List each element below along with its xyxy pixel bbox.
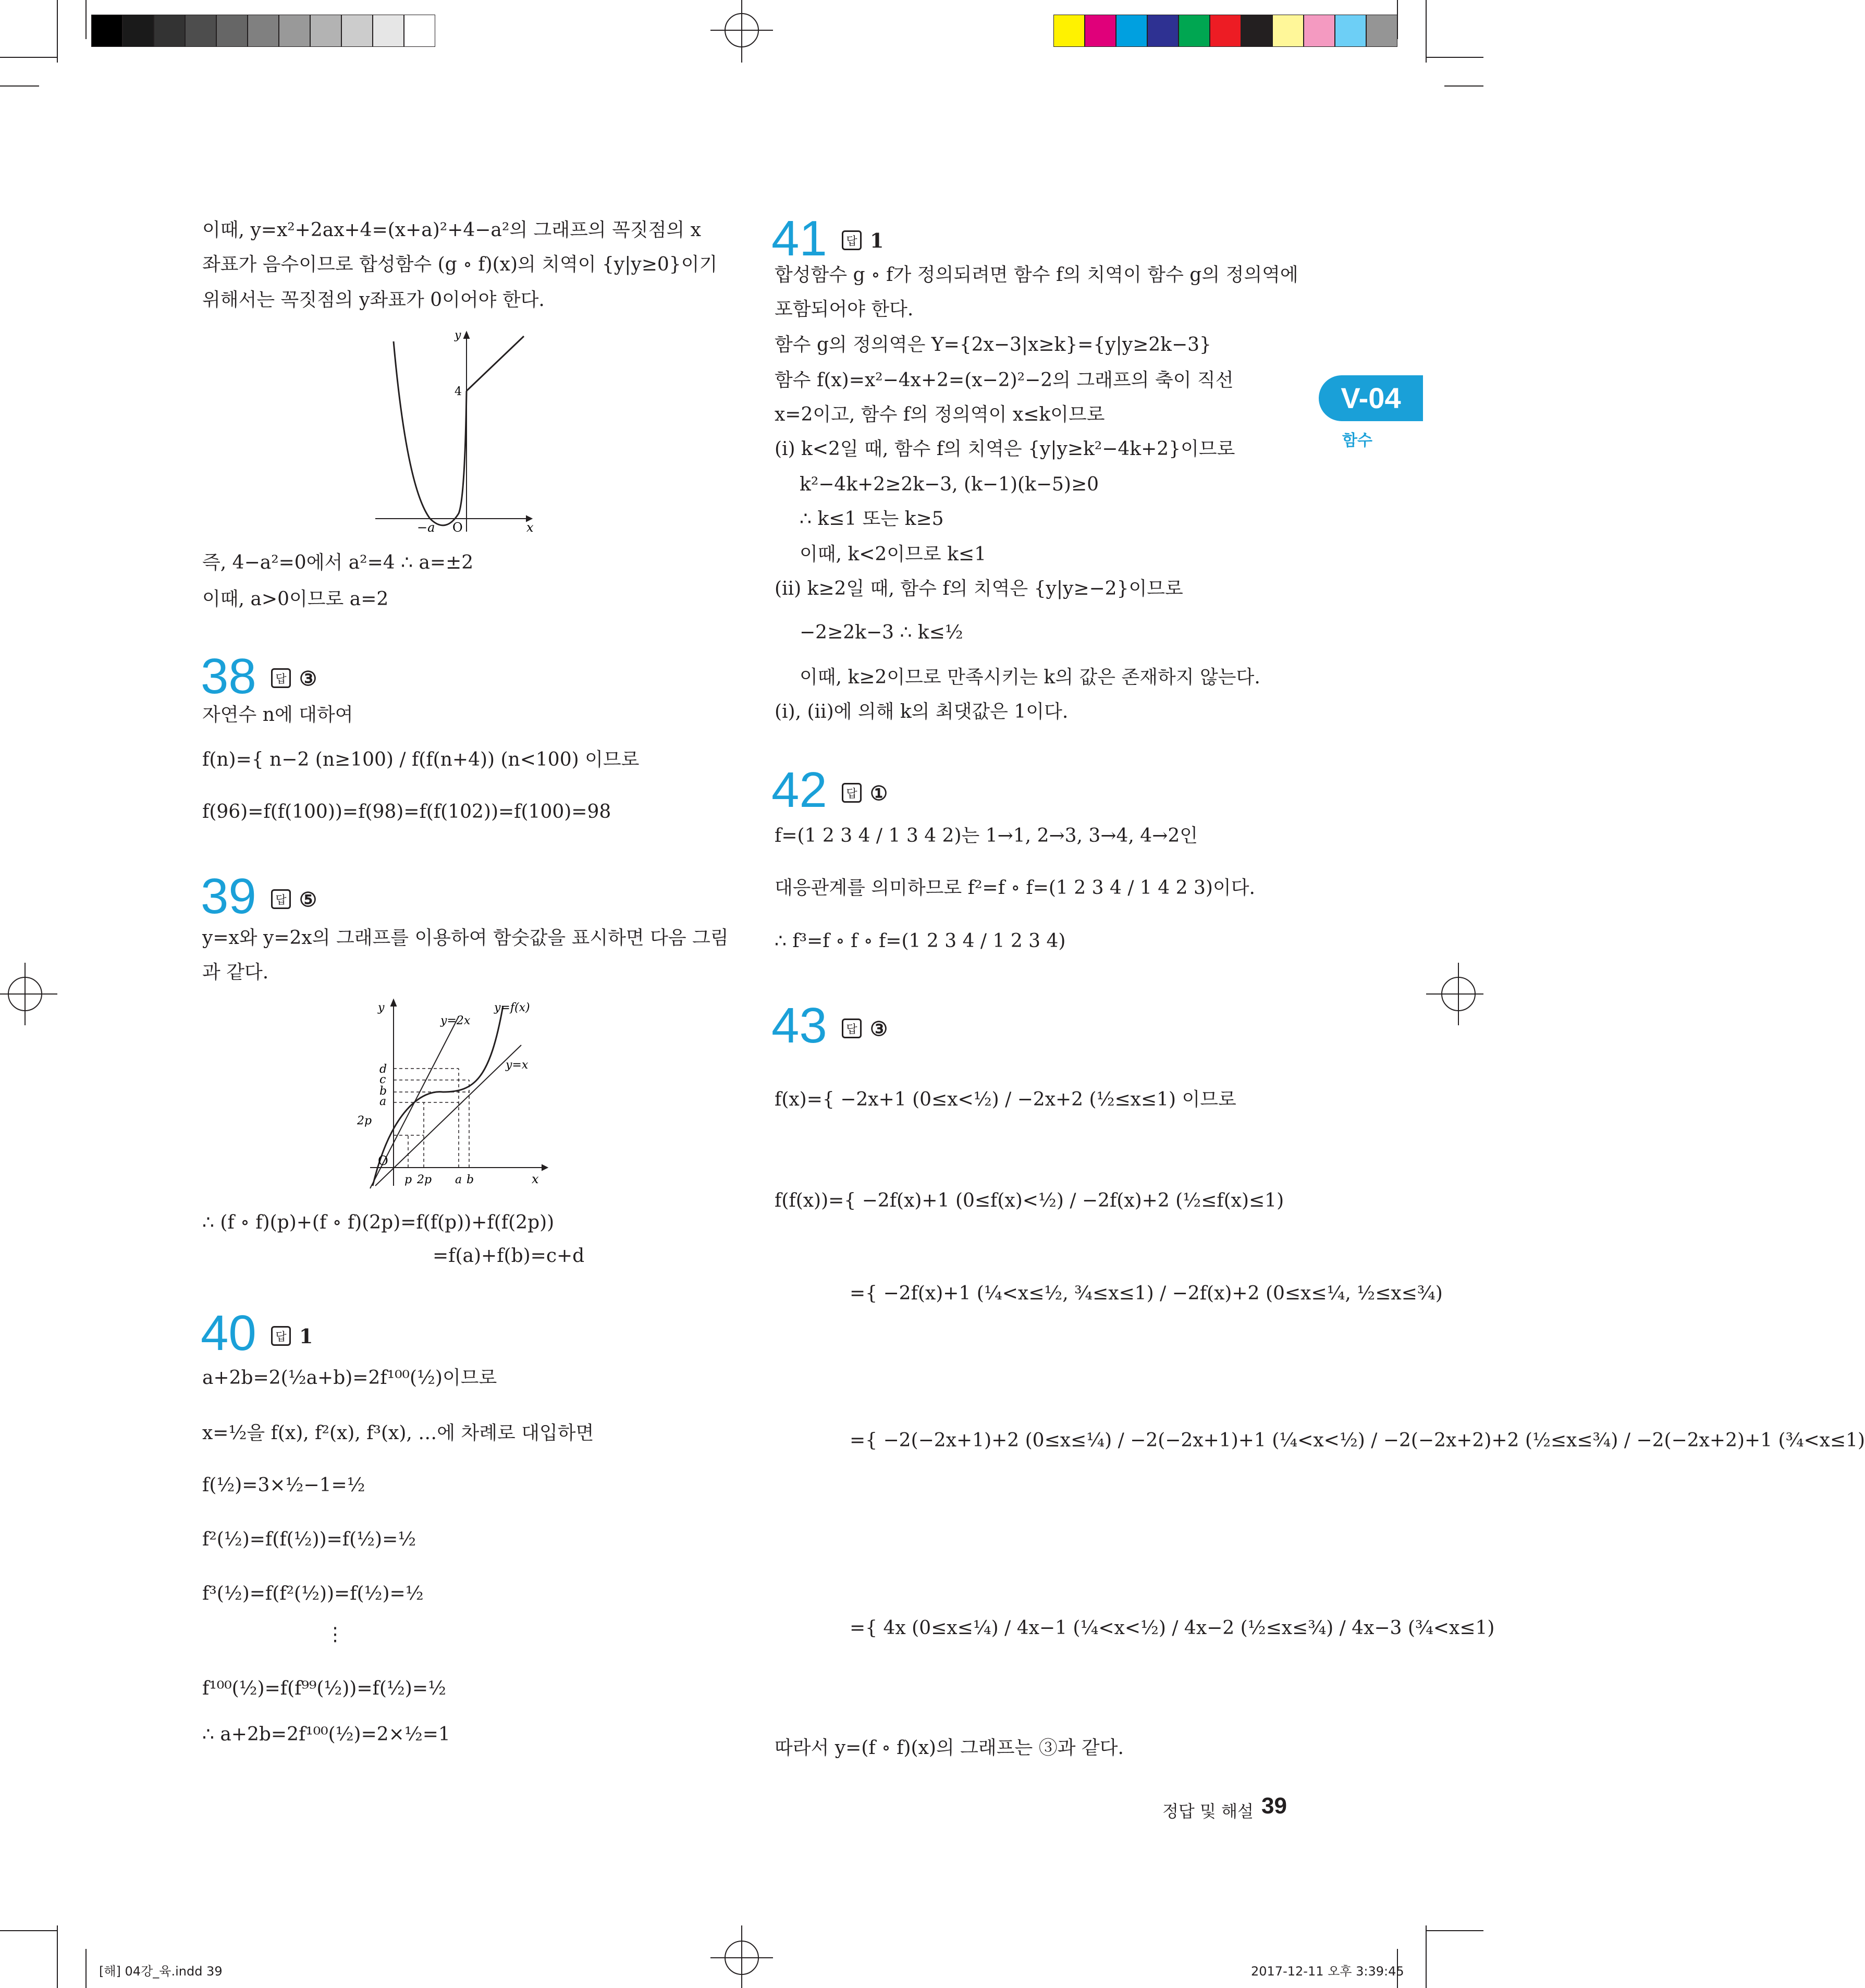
p40-line-5: f³(½)=f(f²(½))=f(½)=½ xyxy=(202,1583,424,1604)
graph-origin: O xyxy=(452,520,463,535)
p41-line-8: ∴ k≤1 또는 k≥5 xyxy=(800,508,944,530)
problem-40-answer: 1 xyxy=(299,1324,313,1348)
graph39-x-label: x xyxy=(532,1172,539,1186)
intro-line-1: 이때, y=x²+2ax+4=(x+a)²+4−a²의 그래프의 꼭짓점의 x xyxy=(202,219,701,241)
answer-badge-icon: 답 xyxy=(271,1326,291,1346)
answer-badge-icon: 답 xyxy=(271,668,291,688)
parabola-curve xyxy=(394,341,467,525)
p43-line-6: 따라서 y=(f ∘ f)(x)의 그래프는 ③과 같다. xyxy=(775,1737,1124,1759)
page-number: 39 xyxy=(1261,1793,1287,1819)
p39-result-1: ∴ (f ∘ f)(p)+(f ∘ f)(2p)=f(f(p))+f(f(2p)) xyxy=(202,1212,555,1233)
graph39-y-label: y xyxy=(378,1001,385,1014)
graph-x-label: x xyxy=(526,520,534,535)
curve-y-fx xyxy=(373,1006,503,1186)
p41-line-9: 이때, k<2이므로 k≤1 xyxy=(800,544,986,565)
slug-timestamp: 2017-12-11 오후 3:39:45 xyxy=(1251,1964,1404,1979)
p38-line-2: f(n)={ n−2 (n≥100) / f(f(n+4)) (n<100) 이므로 xyxy=(202,749,640,770)
p43-line-4: ={ −2(−2x+1)+2 (0≤x≤¼) / −2(−2x+1)+1 (¼<x<½) / −2(−2x+2)+2 (½≤x≤¾) / −2(−2x+2)+1 (¾<x≤1) xyxy=(850,1430,1865,1451)
problem-40-number: 40 xyxy=(201,1305,256,1361)
problem-38-number: 38 xyxy=(201,648,256,704)
answer-badge-icon: 답 xyxy=(842,230,862,250)
p40-line-1: a+2b=2(½a+b)=2f¹⁰⁰(½)이므로 xyxy=(202,1367,497,1389)
label-y-x: y=x xyxy=(506,1059,529,1072)
intro-line-3: 위해서는 꼭짓점의 y좌표가 0이어야 한다. xyxy=(202,289,545,311)
line-y-x xyxy=(375,1045,521,1186)
chapter-tab: V-04 xyxy=(1319,375,1423,421)
label-y-fx: y=f(x) xyxy=(494,1001,530,1014)
p41-line-13: (i), (ii)에 의해 k의 최댓값은 1이다. xyxy=(775,701,1069,722)
tick-c: c xyxy=(379,1073,386,1086)
tick-b: b xyxy=(379,1085,387,1098)
problem-41-answer: 1 xyxy=(870,229,884,252)
slug-filename: [해] 04강_육.indd 39 xyxy=(99,1964,223,1979)
graph39-origin: O xyxy=(378,1153,388,1168)
tick-x-p: p xyxy=(404,1173,412,1186)
footer-label: 정답 및 해설 xyxy=(1162,1801,1254,1821)
p40-line-2: x=½을 f(x), f²(x), f³(x), …에 차례로 대입하면 xyxy=(202,1422,594,1444)
p42-line-2: 대응관계를 의미하므로 f²=f ∘ f=(1 2 3 4 / 1 4 2 3)이다. xyxy=(775,877,1255,899)
function-graph-39 xyxy=(354,996,553,1194)
p39-result-2: =f(a)+f(b)=c+d xyxy=(433,1245,585,1267)
p41-line-10: (ii) k≥2일 때, 함수 f의 치역은 {y|y≥−2}이므로 xyxy=(775,578,1183,599)
problem-38-answer: ③ xyxy=(299,667,317,690)
p39-line-2: 과 같다. xyxy=(202,962,269,983)
p40-line-7: f¹⁰⁰(½)=f(f⁹⁹(½))=f(½)=½ xyxy=(202,1678,446,1699)
graph-tick-4: 4 xyxy=(455,385,462,398)
p41-line-11: −2≥2k−3 ∴ k≤½ xyxy=(800,622,963,643)
tick-d: d xyxy=(379,1063,387,1076)
label-y-2x: y=2x xyxy=(440,1014,471,1027)
problem-39-answer: ⑤ xyxy=(299,888,317,911)
parabola-graph xyxy=(365,326,542,534)
p40-line-4: f²(½)=f(f(½))=f(½)=½ xyxy=(202,1529,416,1550)
graph-y-label: y xyxy=(455,329,461,342)
p41-line-3: 함수 g의 정의역은 Y={2x−3|x≥k}={y|y≥2k−3} xyxy=(775,334,1211,355)
p43-line-3: ={ −2f(x)+1 (¼<x≤½, ¾≤x≤1) / −2f(x)+2 (0≤x≤¼, ½≤x≤¾) xyxy=(850,1283,1443,1304)
p41-line-12: 이때, k≥2이므로 만족시키는 k의 값은 존재하지 않는다. xyxy=(800,667,1260,688)
tick-2p: 2p xyxy=(357,1114,372,1127)
conclusion-line-1: 즉, 4−a²=0에서 a²=4 ∴ a=±2 xyxy=(202,552,474,573)
p41-line-1: 합성함수 g ∘ f가 정의되려면 함수 f의 치역이 함수 g의 정의역에 xyxy=(775,264,1298,286)
p38-line-1: 자연수 n에 대하여 xyxy=(202,704,353,726)
p38-line-3: f(96)=f(f(100))=f(98)=f(f(102))=f(100)=98 xyxy=(202,801,611,823)
problem-41-number: 41 xyxy=(771,211,827,266)
answer-badge-icon: 답 xyxy=(842,1018,862,1038)
graph-tick-neg-a: −a xyxy=(417,520,435,535)
p40-line-8: ∴ a+2b=2f¹⁰⁰(½)=2×½=1 xyxy=(202,1724,450,1745)
p43-line-2: f(f(x))={ −2f(x)+1 (0≤f(x)<½) / −2f(x)+2 (½≤f(x)≤1) xyxy=(775,1190,1284,1211)
p39-line-1: y=x와 y=2x의 그래프를 이용하여 함숫값을 표시하면 다음 그림 xyxy=(202,927,729,949)
answer-badge-icon: 답 xyxy=(271,889,291,909)
tick-x-a: a xyxy=(455,1173,462,1186)
p41-line-6: (i) k<2일 때, 함수 f의 치역은 {y|y≥k²−4k+2}이므로 xyxy=(775,438,1235,460)
line-branch xyxy=(467,336,524,391)
p40-line-6: ⋮ xyxy=(326,1624,345,1645)
intro-line-2: 좌표가 음수이므로 합성함수 (g ∘ f)(x)의 치역이 {y|y≥0}이기 xyxy=(202,254,718,275)
p43-line-1: f(x)={ −2x+1 (0≤x<½) / −2x+2 (½≤x≤1) 이므로 xyxy=(775,1089,1236,1110)
p42-line-3: ∴ f³=f ∘ f ∘ f=(1 2 3 4 / 1 2 3 4) xyxy=(775,930,1066,952)
tick-x-b: b xyxy=(467,1173,474,1186)
chapter-subtitle: 함수 xyxy=(1342,432,1372,450)
p40-line-3: f(½)=3×½−1=½ xyxy=(202,1475,365,1496)
p41-line-2: 포함되어야 한다. xyxy=(775,299,914,320)
p41-line-7: k²−4k+2≥2k−3, (k−1)(k−5)≥0 xyxy=(800,474,1099,495)
problem-43-answer: ③ xyxy=(870,1017,888,1040)
p42-line-1: f=(1 2 3 4 / 1 3 4 2)는 1→1, 2→3, 3→4, 4→2인 xyxy=(775,825,1198,846)
tick-x-2p: 2p xyxy=(417,1173,432,1186)
p41-line-5: x=2이고, 함수 f의 정의역이 x≤k이므로 xyxy=(775,404,1105,425)
answer-badge-icon: 답 xyxy=(842,783,862,803)
problem-42-number: 42 xyxy=(771,762,827,818)
conclusion-line-2: 이때, a>0이므로 a=2 xyxy=(202,588,389,610)
problem-42-answer: ① xyxy=(870,781,888,805)
p43-line-5: ={ 4x (0≤x≤¼) / 4x−1 (¼<x<½) / 4x−2 (½≤x≤¾) / 4x−3 (¾<x≤1) xyxy=(850,1617,1495,1639)
p41-line-4: 함수 f(x)=x²−4x+2=(x−2)²−2의 그래프의 축이 직선 xyxy=(775,370,1234,391)
problem-43-number: 43 xyxy=(771,998,827,1053)
tick-a: a xyxy=(379,1095,387,1108)
problem-39-number: 39 xyxy=(201,868,256,924)
